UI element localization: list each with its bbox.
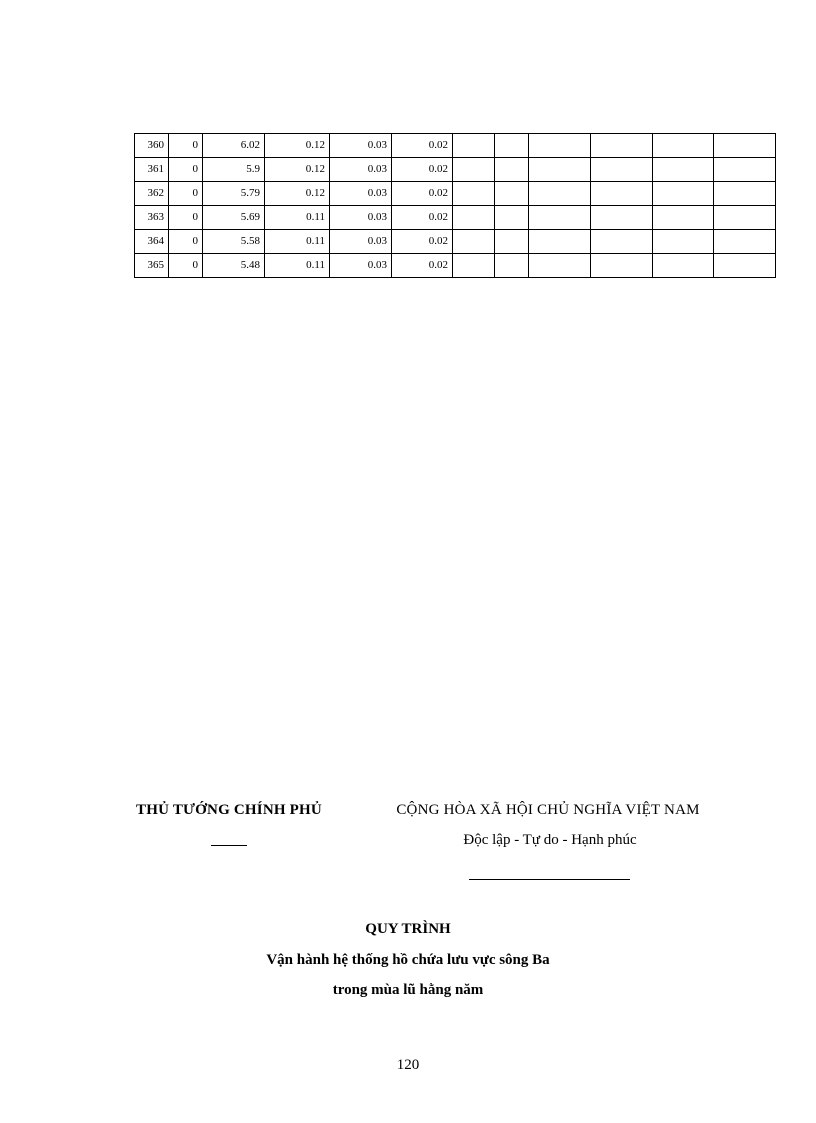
data-table bbox=[134, 133, 776, 278]
table-cell: 0.03 bbox=[330, 158, 392, 182]
table-cell bbox=[653, 158, 714, 182]
table-row bbox=[135, 206, 776, 230]
table-cell bbox=[591, 158, 653, 182]
table-cell bbox=[653, 230, 714, 254]
table-cell: 5.69 bbox=[203, 206, 265, 230]
table-cell bbox=[714, 182, 776, 206]
table-body bbox=[135, 134, 776, 278]
table-cell: 0.03 bbox=[330, 182, 392, 206]
table-cell bbox=[653, 206, 714, 230]
table-cell: 0 bbox=[169, 206, 203, 230]
table-cell bbox=[714, 230, 776, 254]
table-cell bbox=[529, 230, 591, 254]
table-cell: 362 bbox=[135, 182, 169, 206]
table-cell: 361 bbox=[135, 158, 169, 182]
table-row bbox=[135, 182, 776, 206]
table-cell: 0 bbox=[169, 158, 203, 182]
table-cell: 365 bbox=[135, 254, 169, 278]
table-row bbox=[135, 134, 776, 158]
table-cell bbox=[714, 254, 776, 278]
table-cell bbox=[529, 254, 591, 278]
table-cell bbox=[714, 158, 776, 182]
agency-name: THỦ TƯỚNG CHÍNH PHỦ bbox=[136, 802, 322, 818]
document-subtitle-line2: trong mùa lũ hằng năm bbox=[332, 982, 484, 998]
table-cell: 0.11 bbox=[265, 206, 330, 230]
table-cell bbox=[495, 158, 529, 182]
table-cell bbox=[495, 230, 529, 254]
table-cell bbox=[495, 206, 529, 230]
table-cell: 0.02 bbox=[392, 158, 453, 182]
table-cell: 0 bbox=[169, 230, 203, 254]
table-cell: 6.02 bbox=[203, 134, 265, 158]
table-cell: 0.03 bbox=[330, 134, 392, 158]
table-cell: 0.03 bbox=[330, 254, 392, 278]
table-cell: 0 bbox=[169, 182, 203, 206]
table-cell: 360 bbox=[135, 134, 169, 158]
table-cell bbox=[495, 182, 529, 206]
table-cell: 5.58 bbox=[203, 230, 265, 254]
motto-underline bbox=[469, 879, 630, 880]
table-cell: 5.9 bbox=[203, 158, 265, 182]
table-cell bbox=[453, 230, 495, 254]
page-number: 120 bbox=[396, 1057, 420, 1073]
document-title: QUY TRÌNH bbox=[365, 921, 451, 937]
table-cell: 0.03 bbox=[330, 230, 392, 254]
table-cell: 0.02 bbox=[392, 134, 453, 158]
table-cell bbox=[495, 254, 529, 278]
national-motto: Độc lập - Tự do - Hạnh phúc bbox=[463, 832, 637, 848]
table-cell: 5.48 bbox=[203, 254, 265, 278]
table-cell bbox=[714, 206, 776, 230]
table-cell bbox=[653, 254, 714, 278]
table-row bbox=[135, 230, 776, 254]
table-cell bbox=[714, 134, 776, 158]
table-cell bbox=[529, 134, 591, 158]
table-cell bbox=[453, 134, 495, 158]
table-cell bbox=[653, 182, 714, 206]
table-row bbox=[135, 254, 776, 278]
table-cell bbox=[453, 158, 495, 182]
table-cell bbox=[591, 254, 653, 278]
table-cell: 0 bbox=[169, 254, 203, 278]
table-cell: 0.02 bbox=[392, 182, 453, 206]
table-cell: 5.79 bbox=[203, 182, 265, 206]
table-cell: 364 bbox=[135, 230, 169, 254]
table-cell bbox=[591, 206, 653, 230]
table-cell: 0.03 bbox=[330, 206, 392, 230]
table-cell bbox=[591, 134, 653, 158]
table-cell bbox=[529, 158, 591, 182]
agency-underline bbox=[211, 845, 247, 846]
table-cell: 0.02 bbox=[392, 230, 453, 254]
country-name: CỘNG HÒA XÃ HỘI CHỦ NGHĨA VIỆT NAM bbox=[396, 802, 700, 818]
table-cell: 363 bbox=[135, 206, 169, 230]
table-cell: 0 bbox=[169, 134, 203, 158]
table-cell: 0.02 bbox=[392, 206, 453, 230]
table-cell bbox=[453, 182, 495, 206]
table-cell bbox=[495, 134, 529, 158]
table-cell bbox=[529, 182, 591, 206]
table-cell: 0.12 bbox=[265, 158, 330, 182]
table-cell: 0.12 bbox=[265, 182, 330, 206]
table-cell: 0.11 bbox=[265, 254, 330, 278]
table-cell bbox=[653, 134, 714, 158]
table-cell bbox=[453, 254, 495, 278]
table-cell bbox=[591, 230, 653, 254]
table-cell bbox=[453, 206, 495, 230]
table-cell: 0.11 bbox=[265, 230, 330, 254]
table-cell: 0.02 bbox=[392, 254, 453, 278]
document-subtitle-line1: Vận hành hệ thống hồ chứa lưu vực sông Ba bbox=[266, 952, 550, 968]
table-cell: 0.12 bbox=[265, 134, 330, 158]
table-row bbox=[135, 158, 776, 182]
table-cell bbox=[591, 182, 653, 206]
table-cell bbox=[529, 206, 591, 230]
